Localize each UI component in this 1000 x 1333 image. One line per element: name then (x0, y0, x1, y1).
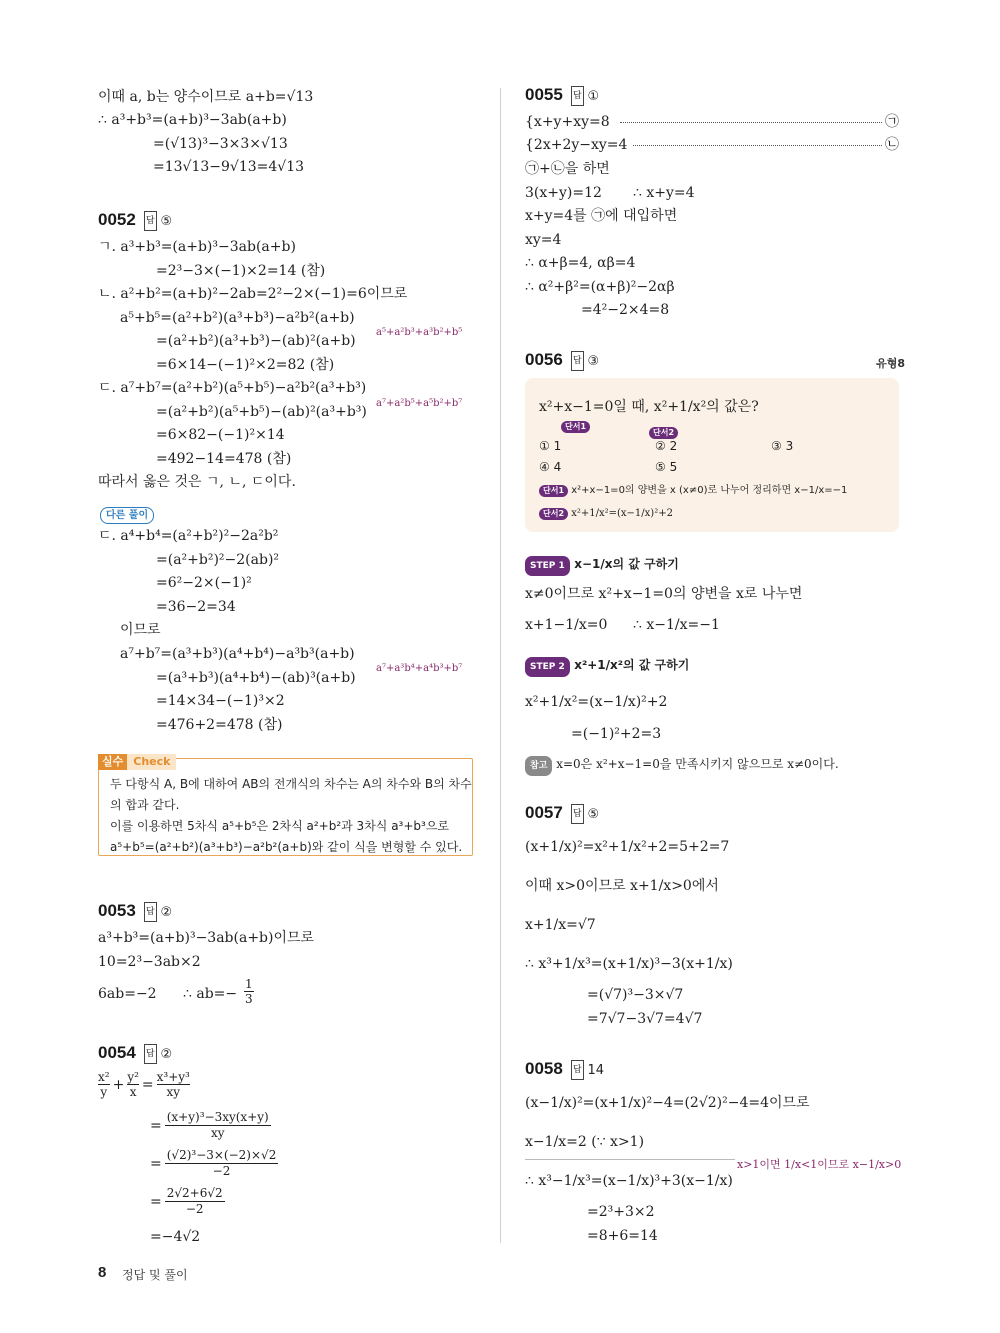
fraction (244, 977, 254, 1006)
solution-line: (x+1/x)²=x²+1/x²+2=5+2=7 (525, 839, 730, 855)
solution-line: ㉠+㉡을 하면 (525, 161, 610, 177)
solution-line: =6×14−(−1)²×2=82 (참) (156, 357, 335, 373)
alt-line: =6²−2×(−1)² (156, 575, 252, 591)
fraction (165, 1186, 225, 1217)
alt-line: =476+2=478 (참) (156, 717, 283, 733)
solution-line: 이때 x>0이므로 x+1/x>0에서 (525, 878, 719, 894)
equals-sign: = (141, 1076, 154, 1093)
solution-line: x+1−1/x=0 (525, 617, 608, 633)
question-text: x²+x−1=0일 때, x²+1/x²의 값은? (539, 399, 759, 415)
solution-conclusion: 따라서 옳은 것은 ㄱ, ㄴ, ㄷ이다. (98, 474, 296, 490)
problem-0055-header (525, 86, 599, 106)
problem-0054-header (98, 1044, 172, 1064)
expansion-note: a⁷+a³b⁴+a⁴b³+b⁷ (376, 663, 463, 674)
underline-rule (525, 1159, 735, 1160)
solution-line: =7√7−3√7=4√7 (587, 1011, 703, 1027)
solution-line: ∴ x³−1/x³=(x−1/x)³+3(x−1/x) (525, 1173, 733, 1189)
solution-line: x+1/x=√7 (525, 917, 596, 933)
solution-line: =2³+3×2 (587, 1204, 655, 1220)
equals-sign: = (150, 1117, 162, 1134)
hint-badge: 단서2 (539, 508, 568, 520)
reference-badge: 참고 (525, 756, 552, 776)
problem-0058-header (525, 1060, 604, 1080)
alt-line: =14×34−(−1)³×2 (156, 693, 285, 709)
solution-line: a³+b³=(a+b)³−3ab(a+b)이므로 (98, 930, 315, 946)
equation-row (98, 1070, 190, 1099)
solution-line: 10=2³−3ab×2 (98, 954, 201, 970)
solution-line: =492−14=478 (참) (156, 451, 292, 467)
answer-value: ② (160, 905, 173, 920)
clue-badge: 단서2 (649, 427, 678, 439)
answer-tag: 답 (144, 211, 157, 231)
equation: 2x+2y−xy=4 (533, 137, 628, 153)
solution-line: a⁵+b⁵=(a²+b²)(a³+b³)−a²b²(a+b) (120, 310, 355, 326)
check-line: 이를 이용하면 5차식 a⁵+b⁵은 2차식 a²+b²과 3차식 a³+b³으로 (110, 819, 450, 833)
solution-line: (x−1/x)²=(x+1/x)²−4=(2√2)²−4=4이므로 (525, 1095, 810, 1111)
solution-line: =4²−2×4=8 (581, 302, 670, 318)
equation-row (150, 1148, 278, 1179)
hint-badge: 단서1 (539, 485, 568, 497)
silsu-badge: 실수 (98, 754, 127, 770)
mark-2: ㉡ (885, 137, 899, 153)
fraction-denominator: 3 (245, 992, 253, 1006)
plus-sign: + (112, 1076, 125, 1093)
solution-line: ㄷ. a⁷+b⁷=(a²+b²)(a⁵+b⁵)−a²b²(a³+b³) (98, 380, 367, 396)
side-note: x>1이면 1/x<1이므로 x−1/x>0 (737, 1158, 902, 1171)
alt-line: =36−2=34 (156, 599, 236, 615)
choice: ② 2 (655, 439, 678, 453)
solution-line: =6×82−(−1)²×14 (156, 427, 285, 443)
numerator: x³+y³ (156, 1070, 190, 1084)
numerator: y² (127, 1070, 139, 1084)
solution-line: ∴ x³+1/x³=(x+1/x)³−3(x+1/x) (525, 956, 733, 972)
answer-value: ⑤ (160, 214, 173, 229)
solution-line: 6ab=−2 (98, 986, 157, 1002)
alt-line: a⁷+b⁷=(a³+b³)(a⁴+b⁴)−a³b³(a+b) (120, 646, 355, 662)
alt-line: 이므로 (120, 622, 161, 638)
solution-line: ∴ x+y=4 (633, 185, 695, 201)
choice: ④ 4 (539, 460, 562, 474)
answer-tag: 답 (144, 1044, 157, 1064)
denominator: −2 (185, 1202, 204, 1216)
step-2-heading (525, 656, 689, 677)
step-title: x−1/x의 값 구하기 (574, 557, 679, 571)
solution-line: x²+1/x²=(x−1/x)²+2 (525, 694, 668, 710)
numerator: (x+y)³−3xy(x+y) (166, 1110, 269, 1124)
problem-0052-header (98, 211, 172, 231)
choice: ⑤ 5 (655, 460, 678, 474)
equation: x+y+xy=8 (533, 114, 610, 130)
reference-note (525, 755, 839, 776)
denominator: xy (210, 1126, 225, 1140)
solution-line: x+y=4를 ㉠에 대입하면 (525, 208, 678, 224)
solution-line: ∴ α²+β²=(α+β)²−2αβ (525, 279, 675, 295)
choice: ③ 3 (771, 439, 794, 453)
solution-line: 3(x+y)=12 (525, 185, 602, 201)
answer-tag: 답 (144, 902, 157, 922)
alt-solution-badge: 다른 풀이 (100, 507, 154, 524)
check-header (98, 750, 176, 766)
denominator: x (129, 1085, 137, 1099)
solution-line: x≠0이므로 x²+x−1=0의 양변을 x로 나누면 (525, 586, 803, 602)
answer-value: ① (587, 89, 600, 104)
answer-value: ⑤ (587, 807, 600, 822)
solution-line: ∴ α+β=4, αβ=4 (525, 255, 636, 271)
fraction-numerator: 1 (245, 977, 253, 991)
fraction (127, 1070, 139, 1099)
answer-tag: 답 (571, 804, 584, 824)
equation-row (150, 1110, 271, 1141)
check-label: Check (127, 754, 176, 770)
alt-line: ㄷ. a⁴+b⁴=(a²+b²)²−2a²b² (98, 528, 279, 544)
clue-badge: 단서1 (561, 421, 590, 433)
step-title: x²+1/x²의 값 구하기 (574, 658, 690, 672)
answer-tag: 답 (571, 351, 584, 371)
problem-number: 0056 (525, 350, 563, 369)
hint-text: x²+1/x²=(x−1/x)²+2 (571, 508, 673, 519)
system-line-1: {x+y+xy=8 (525, 114, 610, 130)
intro-line-3: =(√13)³−3×3×√13 (153, 136, 288, 152)
problem-number: 0058 (525, 1059, 563, 1078)
fraction (98, 1070, 110, 1099)
choice: ① 1 (539, 439, 562, 453)
expansion-note: a⁷+a²b⁵+a⁵b²+b⁷ (376, 398, 463, 409)
clue-1-marker (561, 416, 590, 434)
answer-value: ② (160, 1047, 173, 1062)
problem-0057-header (525, 804, 599, 824)
alt-line: =(a³+b³)(a⁴+b⁴)−(ab)³(a+b) (156, 670, 356, 686)
column-divider (500, 88, 501, 1243)
page-number: 8 (98, 1264, 107, 1281)
problem-number: 0055 (525, 85, 563, 104)
solution-line: =(a²+b²)(a⁵+b⁵)−(ab)²(a³+b³) (156, 404, 367, 420)
denominator: xy (166, 1085, 181, 1099)
type-label: 유형8 (876, 357, 905, 370)
problem-number: 0052 (98, 210, 136, 229)
dotted-leader (620, 122, 882, 123)
system-line-2: {2x+2y−xy=4 (525, 137, 628, 153)
solution-line: =8+6=14 (587, 1228, 658, 1244)
equation-row (150, 1186, 225, 1217)
check-line: a⁵+b⁵=(a²+b²)(a³+b³)−a²b²(a+b)와 같이 식을 변형할 수 있다. (110, 840, 463, 854)
mark-1: ㉠ (885, 114, 899, 130)
step-1-heading (525, 555, 679, 576)
answer-tag: 답 (571, 86, 584, 106)
solution-line: x−1/x=2 (∵ x>1) (525, 1134, 645, 1150)
answer-tag: 답 (571, 1060, 584, 1080)
check-line: 두 다항식 A, B에 대하여 AB의 전개식의 차수는 A의 차수와 B의 차수 (110, 777, 472, 791)
solution-line: =2³−3×(−1)×2=14 (참) (156, 263, 326, 279)
numerator: 2√2+6√2 (166, 1186, 223, 1200)
equals-sign: = (150, 1155, 162, 1172)
numerator: x² (98, 1070, 110, 1084)
dotted-leader (633, 145, 882, 146)
solution-line: =(a²+b²)(a³+b³)−(ab)²(a+b) (156, 333, 356, 349)
solution-line: =(√7)³−3×√7 (587, 987, 684, 1003)
solution-line: ∴ ab=− (183, 986, 238, 1002)
alt-line: =(a²+b²)²−2(ab)² (156, 552, 280, 568)
problem-0056-header (525, 351, 599, 371)
fraction (165, 1110, 271, 1141)
answer-value: 14 (587, 1063, 605, 1078)
solution-line: ㄴ. a²+b²=(a+b)²−2ab=2²−2×(−1)=6이므로 (98, 286, 408, 302)
step-badge: STEP 1 (525, 556, 570, 576)
denominator: −2 (212, 1164, 231, 1178)
problem-number: 0053 (98, 901, 136, 920)
intro-line-4: =13√13−9√13=4√13 (153, 159, 305, 175)
problem-0053-header (98, 902, 172, 922)
solution-line: ㄱ. a³+b³=(a+b)³−3ab(a+b) (98, 239, 296, 255)
equals-sign: = (150, 1193, 162, 1210)
solution-line: xy=4 (525, 232, 562, 248)
fraction (157, 1070, 190, 1099)
numerator: (√2)³−3×(−2)×√2 (166, 1148, 277, 1162)
footer-title: 정답 및 풀이 (122, 1268, 188, 1282)
intro-line-1: 이때 a, b는 양수이므로 a+b=√13 (98, 89, 314, 105)
expansion-note: a⁵+a²b³+a³b²+b⁵ (376, 327, 463, 338)
intro-line-2: ∴ a³+b³=(a+b)³−3ab(a+b) (98, 112, 287, 128)
problem-number: 0054 (98, 1043, 136, 1062)
solution-line: ∴ x−1/x=−1 (633, 617, 720, 633)
fraction (165, 1148, 279, 1179)
hint-text: x²+x−1=0의 양변을 x (x≠0)로 나누어 정리하면 x−1/x=−1 (571, 485, 848, 496)
step-badge: STEP 2 (525, 657, 570, 677)
final-result: =−4√2 (150, 1229, 201, 1245)
hint-2 (539, 505, 673, 523)
denominator: y (100, 1085, 108, 1099)
problem-number: 0057 (525, 803, 563, 822)
hint-1 (539, 482, 847, 500)
reference-text: x=0은 x²+x−1=0을 만족시키지 않으므로 x≠0이다. (556, 757, 839, 771)
check-line: 의 합과 같다. (110, 798, 180, 812)
solution-line: =(−1)²+2=3 (571, 726, 662, 742)
answer-value: ③ (587, 354, 600, 369)
